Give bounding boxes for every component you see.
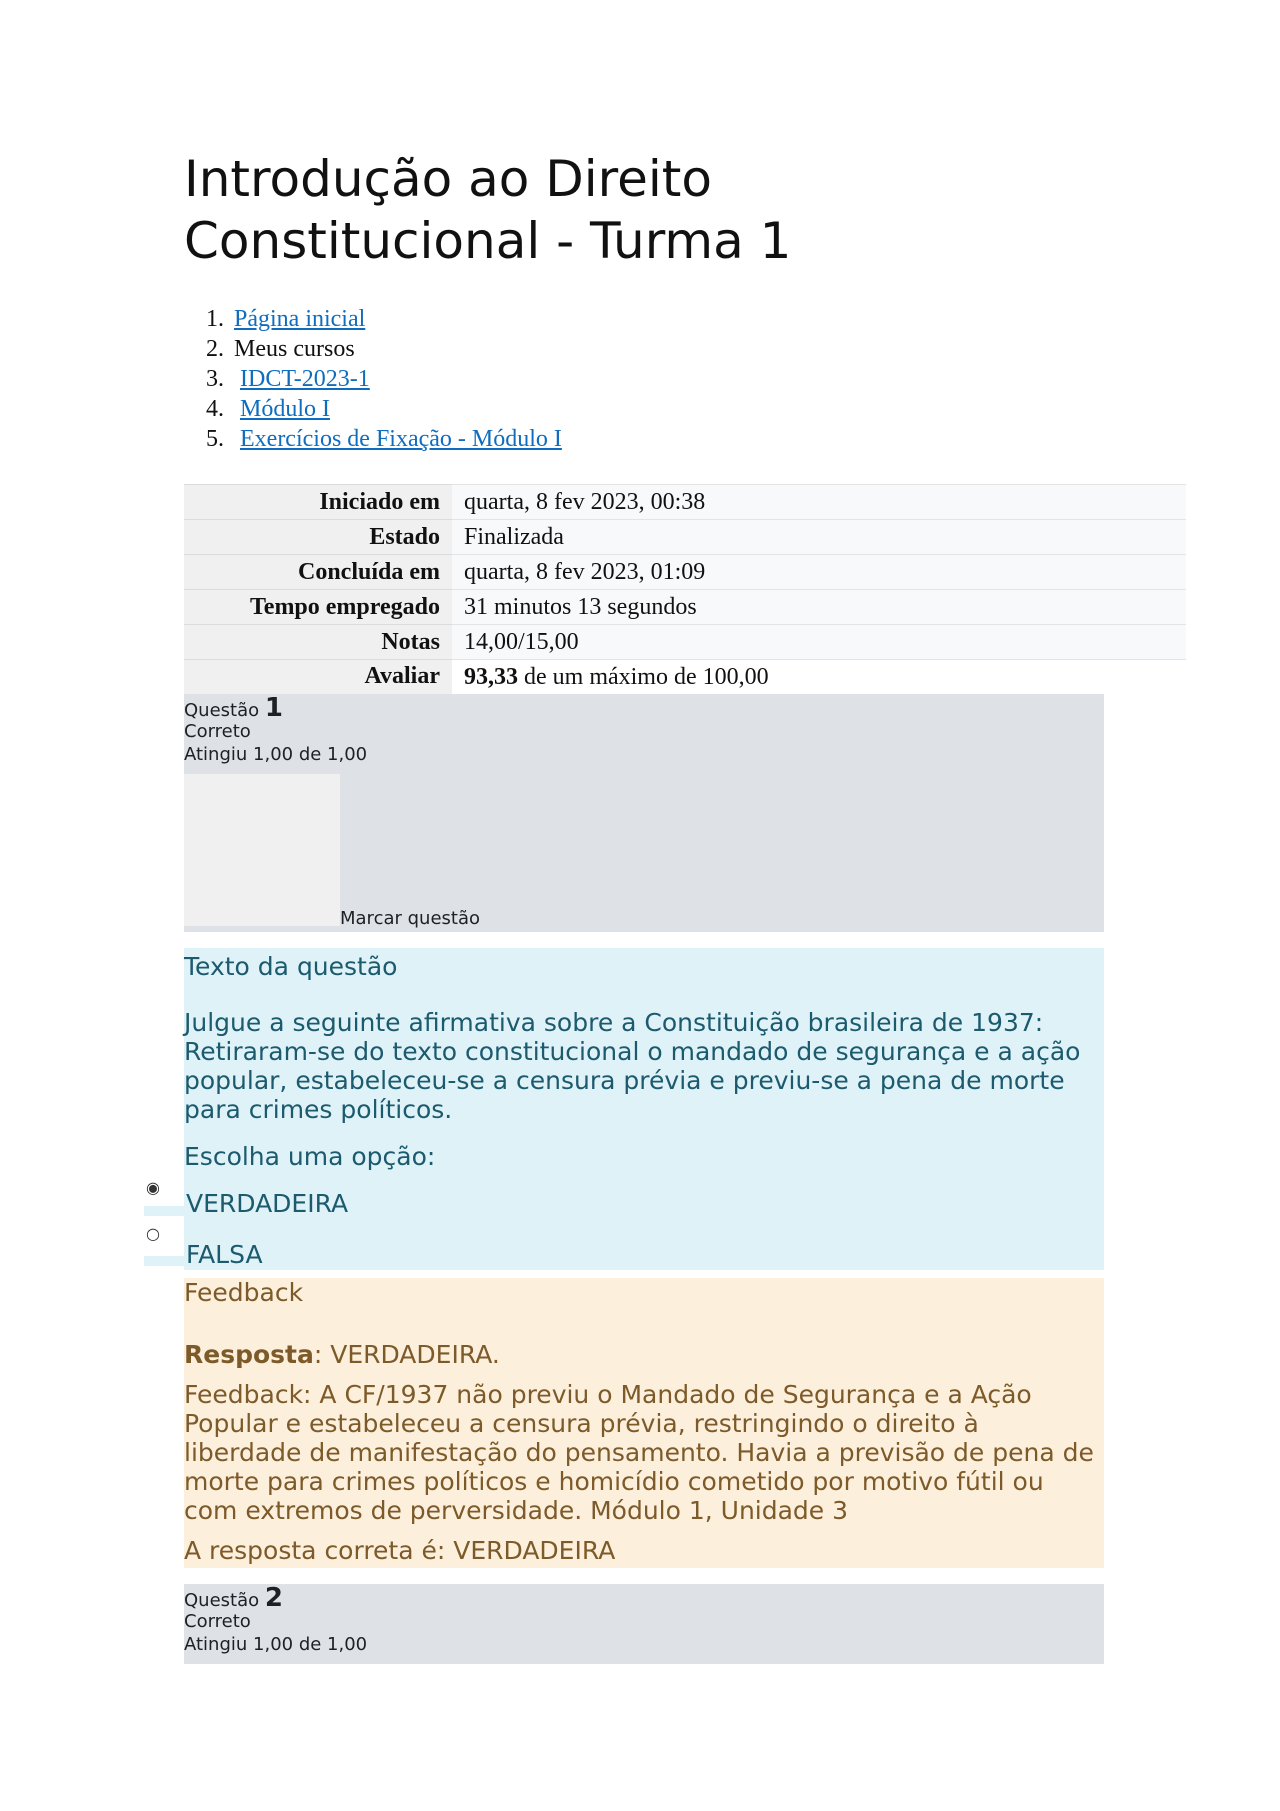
radio-unselected-icon[interactable]: ○ xyxy=(146,1224,160,1243)
breadcrumb-number: 4. xyxy=(206,396,224,422)
question-text-heading: Texto da questão xyxy=(184,952,398,981)
question-1-feedback xyxy=(184,1278,1104,1568)
summary-value: quarta, 8 fev 2023, 01:09 xyxy=(452,555,1186,590)
summary-label: Tempo empregado xyxy=(184,590,452,625)
breadcrumb-my-courses: Meus cursos xyxy=(234,336,355,362)
summary-label: Iniciado em xyxy=(184,485,452,520)
attempt-summary-table xyxy=(184,484,1186,696)
option-strip xyxy=(144,1206,184,1216)
breadcrumb-item xyxy=(184,424,562,454)
breadcrumb-number: 5. xyxy=(206,426,224,452)
summary-value: Finalizada xyxy=(452,520,1186,555)
question-1-info xyxy=(184,694,1104,932)
question-label: Questão xyxy=(184,700,260,721)
grade-cell xyxy=(452,660,1186,695)
summary-row-grade xyxy=(184,660,1186,695)
radio-selected-icon[interactable]: ◉ xyxy=(146,1178,160,1197)
option-falsa[interactable]: FALSA xyxy=(186,1240,263,1269)
correct-answer: A resposta correta é: VERDADEIRA xyxy=(184,1536,616,1565)
breadcrumb xyxy=(184,304,562,454)
summary-row xyxy=(184,485,1186,520)
response-value: : VERDADEIRA. xyxy=(313,1340,500,1369)
option-verdadeira[interactable]: VERDADEIRA xyxy=(186,1189,349,1218)
summary-row xyxy=(184,555,1186,590)
breadcrumb-item xyxy=(184,394,562,424)
question-label: Questão xyxy=(184,1590,260,1611)
breadcrumb-link-course[interactable]: IDCT-2023-1 xyxy=(240,366,370,392)
feedback-response xyxy=(184,1340,500,1369)
breadcrumb-link-quiz[interactable]: Exercícios de Fixação - Módulo I xyxy=(240,426,562,452)
question-number xyxy=(184,693,1104,723)
summary-row xyxy=(184,625,1186,660)
option-strip xyxy=(144,1256,184,1266)
breadcrumb-number: 2. xyxy=(206,336,224,362)
summary-value: 31 minutos 13 segundos xyxy=(452,590,1186,625)
question-grade: Atingiu 1,00 de 1,00 xyxy=(184,1634,368,1655)
breadcrumb-link-module[interactable]: Módulo I xyxy=(240,396,330,422)
summary-row xyxy=(184,590,1186,625)
grade-label: Avaliar xyxy=(184,660,452,695)
summary-label: Notas xyxy=(184,625,452,660)
question-2-info xyxy=(184,1584,1104,1664)
flag-question-link[interactable]: Marcar questão xyxy=(340,908,481,929)
question-text: Julgue a seguinte afirmativa sobre a Constituição brasileira de 1937: Retiraram-se do texto constitucional o mandado de segurança e a ação popular, estabeleceu-se a censura prévia e previu-se a pena de morte para crimes políticos. xyxy=(184,1008,1081,1124)
summary-value: quarta, 8 fev 2023, 00:38 xyxy=(452,485,1186,520)
breadcrumb-item xyxy=(184,334,562,364)
question-number xyxy=(184,1583,1104,1613)
grade-suffix: de um máximo de 100,00 xyxy=(518,663,769,690)
breadcrumb-item xyxy=(184,364,562,394)
question-grade: Atingiu 1,00 de 1,00 xyxy=(184,744,368,765)
breadcrumb-number: 3. xyxy=(206,366,224,392)
question-1-formulation xyxy=(184,948,1104,1270)
grade-value: 93,33 xyxy=(464,663,518,690)
question-number-value: 2 xyxy=(264,1583,283,1613)
flag-placeholder xyxy=(184,774,340,926)
response-label: Resposta xyxy=(184,1340,314,1369)
breadcrumb-number: 1. xyxy=(206,306,224,332)
summary-row xyxy=(184,520,1186,555)
feedback-heading: Feedback xyxy=(184,1278,304,1307)
question-state: Correto xyxy=(184,721,251,742)
breadcrumb-link-home[interactable]: Página inicial xyxy=(234,306,366,332)
breadcrumb-item xyxy=(184,304,562,334)
summary-label: Estado xyxy=(184,520,452,555)
summary-value: 14,00/15,00 xyxy=(452,625,1186,660)
summary-label: Concluída em xyxy=(184,555,452,590)
page-title: Introdução ao Direito Constitucional - Turma 1 xyxy=(184,150,792,270)
question-number-value: 1 xyxy=(264,693,283,723)
feedback-text: Feedback: A CF/1937 não previu o Mandado de Segurança e a Ação Popular e estabeleceu a censura prévia, restringindo o direito à liberdade de manifestação do pensamento. Havia a previsão de pena de morte para crimes políticos e homicídio cometido por motivo fútil ou com extremos de perversidade. Módulo 1, Unidade 3 xyxy=(184,1380,1094,1525)
answer-prompt: Escolha uma opção: xyxy=(184,1142,436,1171)
question-state: Correto xyxy=(184,1611,251,1632)
